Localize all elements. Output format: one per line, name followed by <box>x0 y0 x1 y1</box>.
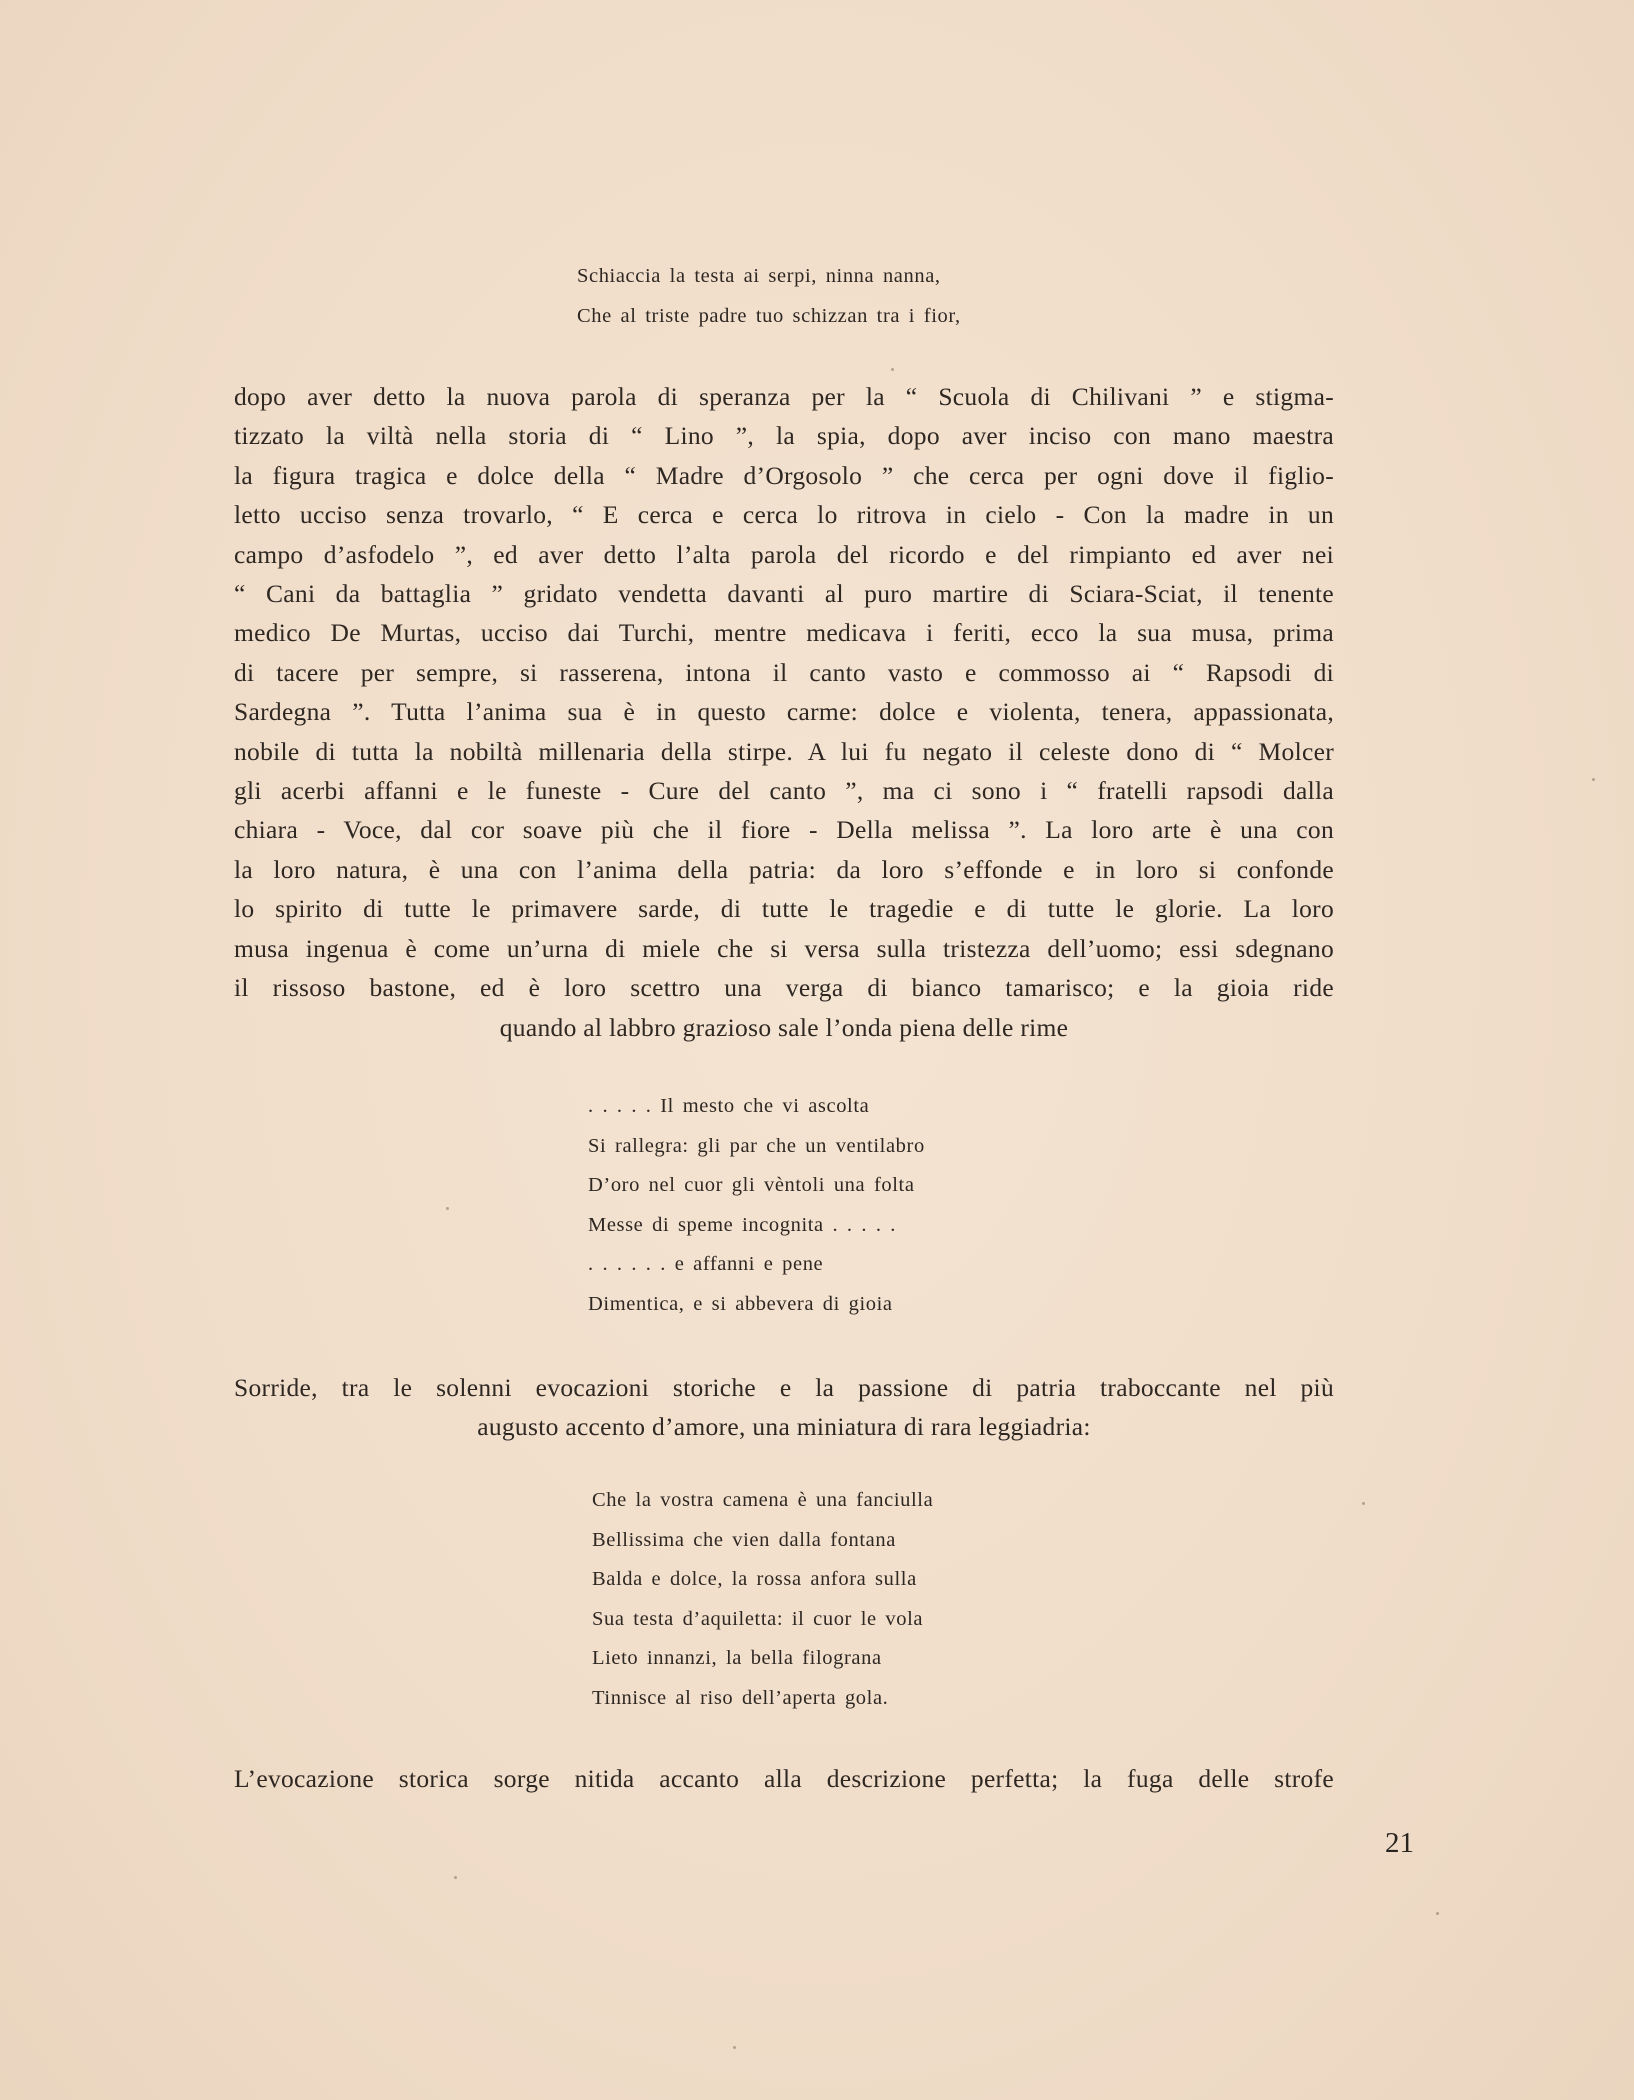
page-number: 21 <box>1385 1827 1414 1859</box>
text-line: nobile di tutta la nobiltà millenaria della stirpe. A lui fu negato il celeste dono di “ Molcer <box>234 736 1334 766</box>
text-line: il rissoso bastone, ed è loro scettro una verga di bianco tamarisco; e la gioia ride <box>234 973 1334 1003</box>
verse-line: . . . . . Il mesto che vi ascolta <box>588 1095 870 1117</box>
verse-line: . . . . . . e affanni e pene <box>588 1253 824 1275</box>
paper-speck <box>1592 778 1595 781</box>
text-line: lo spirito di tutte le primavere sarde, di tutte le tragedie e di tutte le glorie. La loro <box>234 894 1334 924</box>
text-line: di tacere per sempre, si rasserena, intona il canto vasto e commosso ai “ Rapsodi di <box>234 657 1334 687</box>
verse-line: Balda e dolce, la rossa anfora sulla <box>592 1568 917 1590</box>
paper-speck <box>446 1207 449 1210</box>
verse-line: Bellissima che vien dalla fontana <box>592 1528 896 1551</box>
text-line: musa ingenua è come un’urna di miele che si versa sulla tristezza dell’uomo; essi sdegnano <box>234 933 1334 963</box>
paragraph-3 <box>234 1759 1334 1798</box>
text-line: la loro natura, è una con l’anima della patria: da loro s’effonde e in loro si confonde <box>234 854 1334 884</box>
paper-speck <box>891 368 894 371</box>
paper-speck <box>1362 1502 1365 1505</box>
text-line: chiara - Voce, dal cor soave più che il fiore - Della melissa ”. La loro arte è una con <box>234 815 1334 845</box>
verse-line: Sua testa d’aquiletta: il cuor le vola <box>592 1607 924 1630</box>
text-line: campo d’asfodelo ”, ed aver detto l’alta parola del ricordo e del rimpianto ed aver nei <box>234 539 1334 569</box>
paragraph-1 <box>234 377 1334 1047</box>
paper-speck <box>454 1876 457 1879</box>
paper-speck <box>733 2046 736 2049</box>
text-line: Sardegna ”. Tutta l’anima sua è in questo carme: dolce e violenta, tenera, appassionata, <box>234 697 1334 727</box>
verse-stanza-2 <box>588 1087 925 1324</box>
text-line: dopo aver detto la nuova parola di speranza per la “ Scuola di Chilivani ” e stigma- <box>234 382 1334 411</box>
text-line: tizzato la viltà nella storia di “ Lino ”, la spia, dopo aver inciso con mano maestra <box>234 421 1334 451</box>
verse-stanza-3 <box>592 1481 933 1718</box>
paper-speck <box>1436 1912 1439 1915</box>
text-line: Sorride, tra le solenni evocazioni storiche e la passione di patria traboccante nel più <box>234 1373 1334 1402</box>
verse-line: D’oro nel cuor gli vèntoli una folta <box>588 1174 915 1196</box>
verse-line: Dimentica, e si abbevera di gioia <box>588 1292 893 1315</box>
paragraph-2 <box>234 1368 1334 1447</box>
text-line: L’evocazione storica sorge nitida accanto alla descrizione perfetta; la fuga delle strofe <box>234 1764 1334 1793</box>
text-line: “ Cani da battaglia ” gridato vendetta davanti al puro martire di Sciara-Sciat, il tenente <box>234 579 1334 609</box>
verse-line: Che al triste padre tuo schizzan tra i fior, <box>577 304 961 327</box>
verse-line: Messe di speme incognita . . . . . <box>588 1213 897 1236</box>
text-line: augusto accento d’amore, una miniatura di rara leggiadria: <box>477 1412 1091 1442</box>
text-line: quando al labbro grazioso sale l’onda piena delle rime <box>499 1012 1069 1042</box>
verse-line: Tinnisce al riso dell’aperta gola. <box>592 1686 889 1709</box>
verse-line: Che la vostra camena è una fanciulla <box>592 1489 934 1511</box>
text-line: gli acerbi affanni e le funeste - Cure del canto ”, ma ci sono i “ fratelli rapsodi dalla <box>234 776 1334 806</box>
verse-stanza-1 <box>577 257 961 336</box>
text-line: medico De Murtas, ucciso dai Turchi, mentre medicava i feriti, ecco la sua musa, prima <box>234 618 1334 648</box>
text-line: la figura tragica e dolce della “ Madre d’Orgosolo ” che cerca per ogni dove il figlio- <box>234 460 1334 490</box>
verse-line: Schiaccia la testa ai serpi, ninna nanna, <box>577 265 941 287</box>
verse-line: Lieto innanzi, la bella filograna <box>592 1647 882 1669</box>
text-line: letto ucciso senza trovarlo, “ E cerca e cerca lo ritrova in cielo - Con la madre in un <box>234 500 1334 530</box>
verse-line: Si rallegra: gli par che un ventilabro <box>588 1134 925 1157</box>
